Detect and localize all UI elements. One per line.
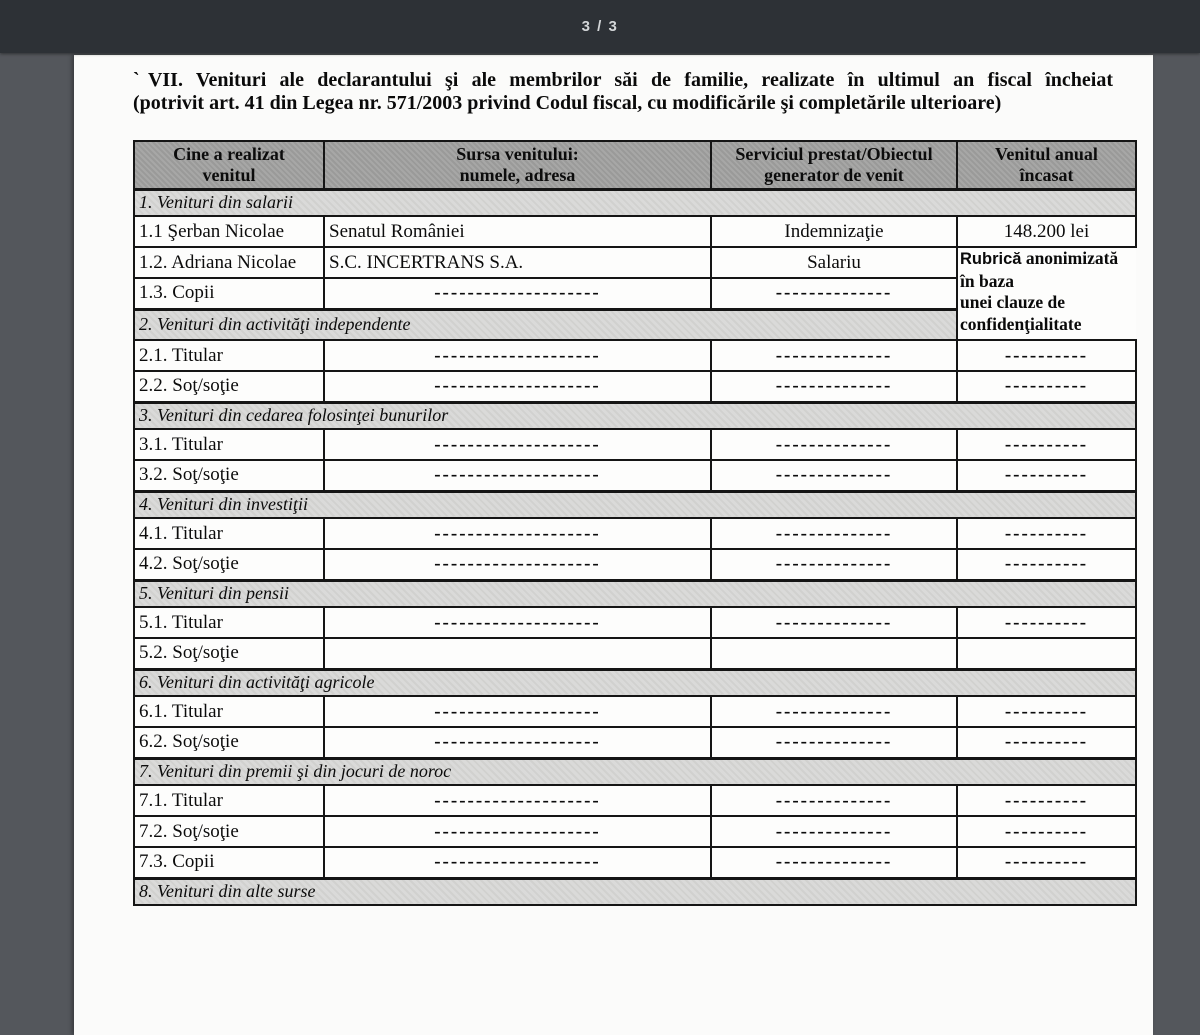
cell-income: ---------- [957,816,1136,847]
table-row-2-1 [134,340,1136,371]
anonymization-note-line3: unei clauze de [960,292,1065,312]
cell-service: -------------- [711,727,957,758]
cell-income: ---------- [957,518,1136,549]
cell-who: 2.1. Titular [134,340,324,371]
anonymization-note-line1-rest: anonimizată [1025,248,1119,268]
section-vii-title [133,69,1113,115]
cell-source: S.C. INCERTRANS S.A. [324,247,711,278]
section-label-2: 2. Venituri din activităţi independente [134,309,957,340]
col-header-service [711,141,957,189]
col-header-who-line1: Cine a realizat [173,143,285,164]
cell-service: -------------- [711,371,957,402]
table-row-4-1 [134,518,1136,549]
cell-who: 4.2. Soţ/soţie [134,549,324,580]
cell-income: 148.200 lei [957,216,1136,247]
cell-service: -------------- [711,429,957,460]
table-row-6-1 [134,696,1136,727]
cell-who: 6.2. Soţ/soţie [134,727,324,758]
cell-who: 7.2. Soţ/soţie [134,816,324,847]
cell-source: -------------------- [324,607,711,638]
cell-income: ---------- [957,696,1136,727]
section-row-8 [134,878,1136,905]
cell-income: ---------- [957,727,1136,758]
cell-service: Indemnizaţie [711,216,957,247]
section-label-5: 5. Venituri din pensii [134,580,1136,607]
section-label-7: 7. Venituri din premii şi din jocuri de noroc [134,758,1136,785]
table-row-4-2 [134,549,1136,580]
table-row-7-3 [134,847,1136,878]
cell-who: 6.1. Titular [134,696,324,727]
col-header-service-line2: generator de venit [764,164,904,185]
cell-source: -------------------- [324,847,711,878]
cell-income: ---------- [957,549,1136,580]
pdf-viewer-toolbar [0,0,1200,53]
section-row-7 [134,758,1136,785]
col-header-source-line2: numele, adresa [459,164,576,185]
cell-source: -------------------- [324,340,711,371]
table-row-3-1 [134,429,1136,460]
table-row-5-2 [134,638,1136,669]
col-header-source [324,141,711,189]
income-table-wrapper [133,140,1137,906]
cell-service [711,638,957,669]
cell-income: ---------- [957,429,1136,460]
cell-who: 5.2. Soţ/soţie [134,638,324,669]
cell-who: 4.1. Titular [134,518,324,549]
anonymization-note-word: Rubrică [960,250,1022,268]
cell-source: -------------------- [324,727,711,758]
page-indicator: 3 / 3 [581,18,619,35]
table-row-5-1 [134,607,1136,638]
cell-income: ---------- [957,371,1136,402]
cell-service: Salariu [711,247,957,278]
section-row-1 [134,189,1136,216]
cell-source: -------------------- [324,549,711,580]
document-viewport[interactable] [0,53,1200,900]
section-row-6 [134,669,1136,696]
section-label-3: 3. Venituri din cedarea folosinţei bunurilor [134,402,1136,429]
cell-income: ---------- [957,847,1136,878]
cell-source: -------------------- [324,460,711,491]
cell-source: -------------------- [324,785,711,816]
cell-service: -------------- [711,460,957,491]
cell-who: 7.3. Copii [134,847,324,878]
anonymization-note-line1 [960,248,1142,271]
cell-who: 1.3. Copii [134,278,324,309]
cell-who: 1.1 Şerban Nicolae [134,216,324,247]
table-header-row [134,141,1136,189]
table-row-2-2 [134,371,1136,402]
col-header-service-line1: Serviciul prestat/Obiectul [735,143,933,164]
table-row-1-1 [134,216,1136,247]
table-row-3-2 [134,460,1136,491]
cell-who: 2.2. Soţ/soţie [134,371,324,402]
cell-source [324,638,711,669]
table-row-6-2 [134,727,1136,758]
cell-who: 3.2. Soţ/soţie [134,460,324,491]
cell-income: ---------- [957,785,1136,816]
cell-service: -------------- [711,696,957,727]
cell-service: -------------- [711,278,957,309]
cell-income: ---------- [957,460,1136,491]
section-label-6: 6. Venituri din activităţi agricole [134,669,1136,696]
anonymization-note-line2: în baza [960,270,1014,291]
cell-source: -------------------- [324,696,711,727]
cell-service: -------------- [711,549,957,580]
col-header-income-line2: încasat [1019,164,1074,185]
cell-service: -------------- [711,847,957,878]
anonymization-note-line4: confidenţialitate [960,313,1082,334]
section-label-1: 1. Venituri din salarii [134,189,1136,216]
cell-source: -------------------- [324,371,711,402]
section-label-4: 4. Venituri din investiţii [134,491,1136,518]
table-row-7-1 [134,785,1136,816]
cell-source: Senatul României [324,216,711,247]
col-header-income [957,141,1136,189]
cell-service: -------------- [711,785,957,816]
col-header-who [134,141,324,189]
cell-source: -------------------- [324,518,711,549]
cell-service: -------------- [711,607,957,638]
cell-who: 5.1. Titular [134,607,324,638]
cell-source: -------------------- [324,816,711,847]
cell-who: 7.1. Titular [134,785,324,816]
cell-source: -------------------- [324,429,711,460]
cell-service: -------------- [711,816,957,847]
title-line-2: (potrivit art. 41 din Legea nr. 571/2003 privind Codul fiscal, cu modificările şi completările ulterioare) [133,92,1002,114]
cell-income [957,638,1136,669]
table-row-7-2 [134,816,1136,847]
anonymization-note [960,248,1142,335]
cell-who: 3.1. Titular [134,429,324,460]
section-row-4 [134,491,1136,518]
col-header-income-line1: Venitul anual [995,143,1098,164]
cell-service: -------------- [711,518,957,549]
cell-income: ---------- [957,340,1136,371]
section-label-8: 8. Venituri din alte surse [134,878,1136,905]
cell-income: ---------- [957,607,1136,638]
col-header-source-line1: Sursa venitului: [456,143,579,164]
section-row-3 [134,402,1136,429]
cell-source: -------------------- [324,278,711,309]
cell-service: -------------- [711,340,957,371]
title-line-1: ˋVII. Venituri ale declarantului şi ale membrilor săi de familie, realizate în ultimul an fiscal încheiat [133,69,1113,91]
section-row-5 [134,580,1136,607]
col-header-who-line2: venitul [202,164,256,185]
document-page [74,55,1153,1035]
cell-who: 1.2. Adriana Nicolae [134,247,324,278]
